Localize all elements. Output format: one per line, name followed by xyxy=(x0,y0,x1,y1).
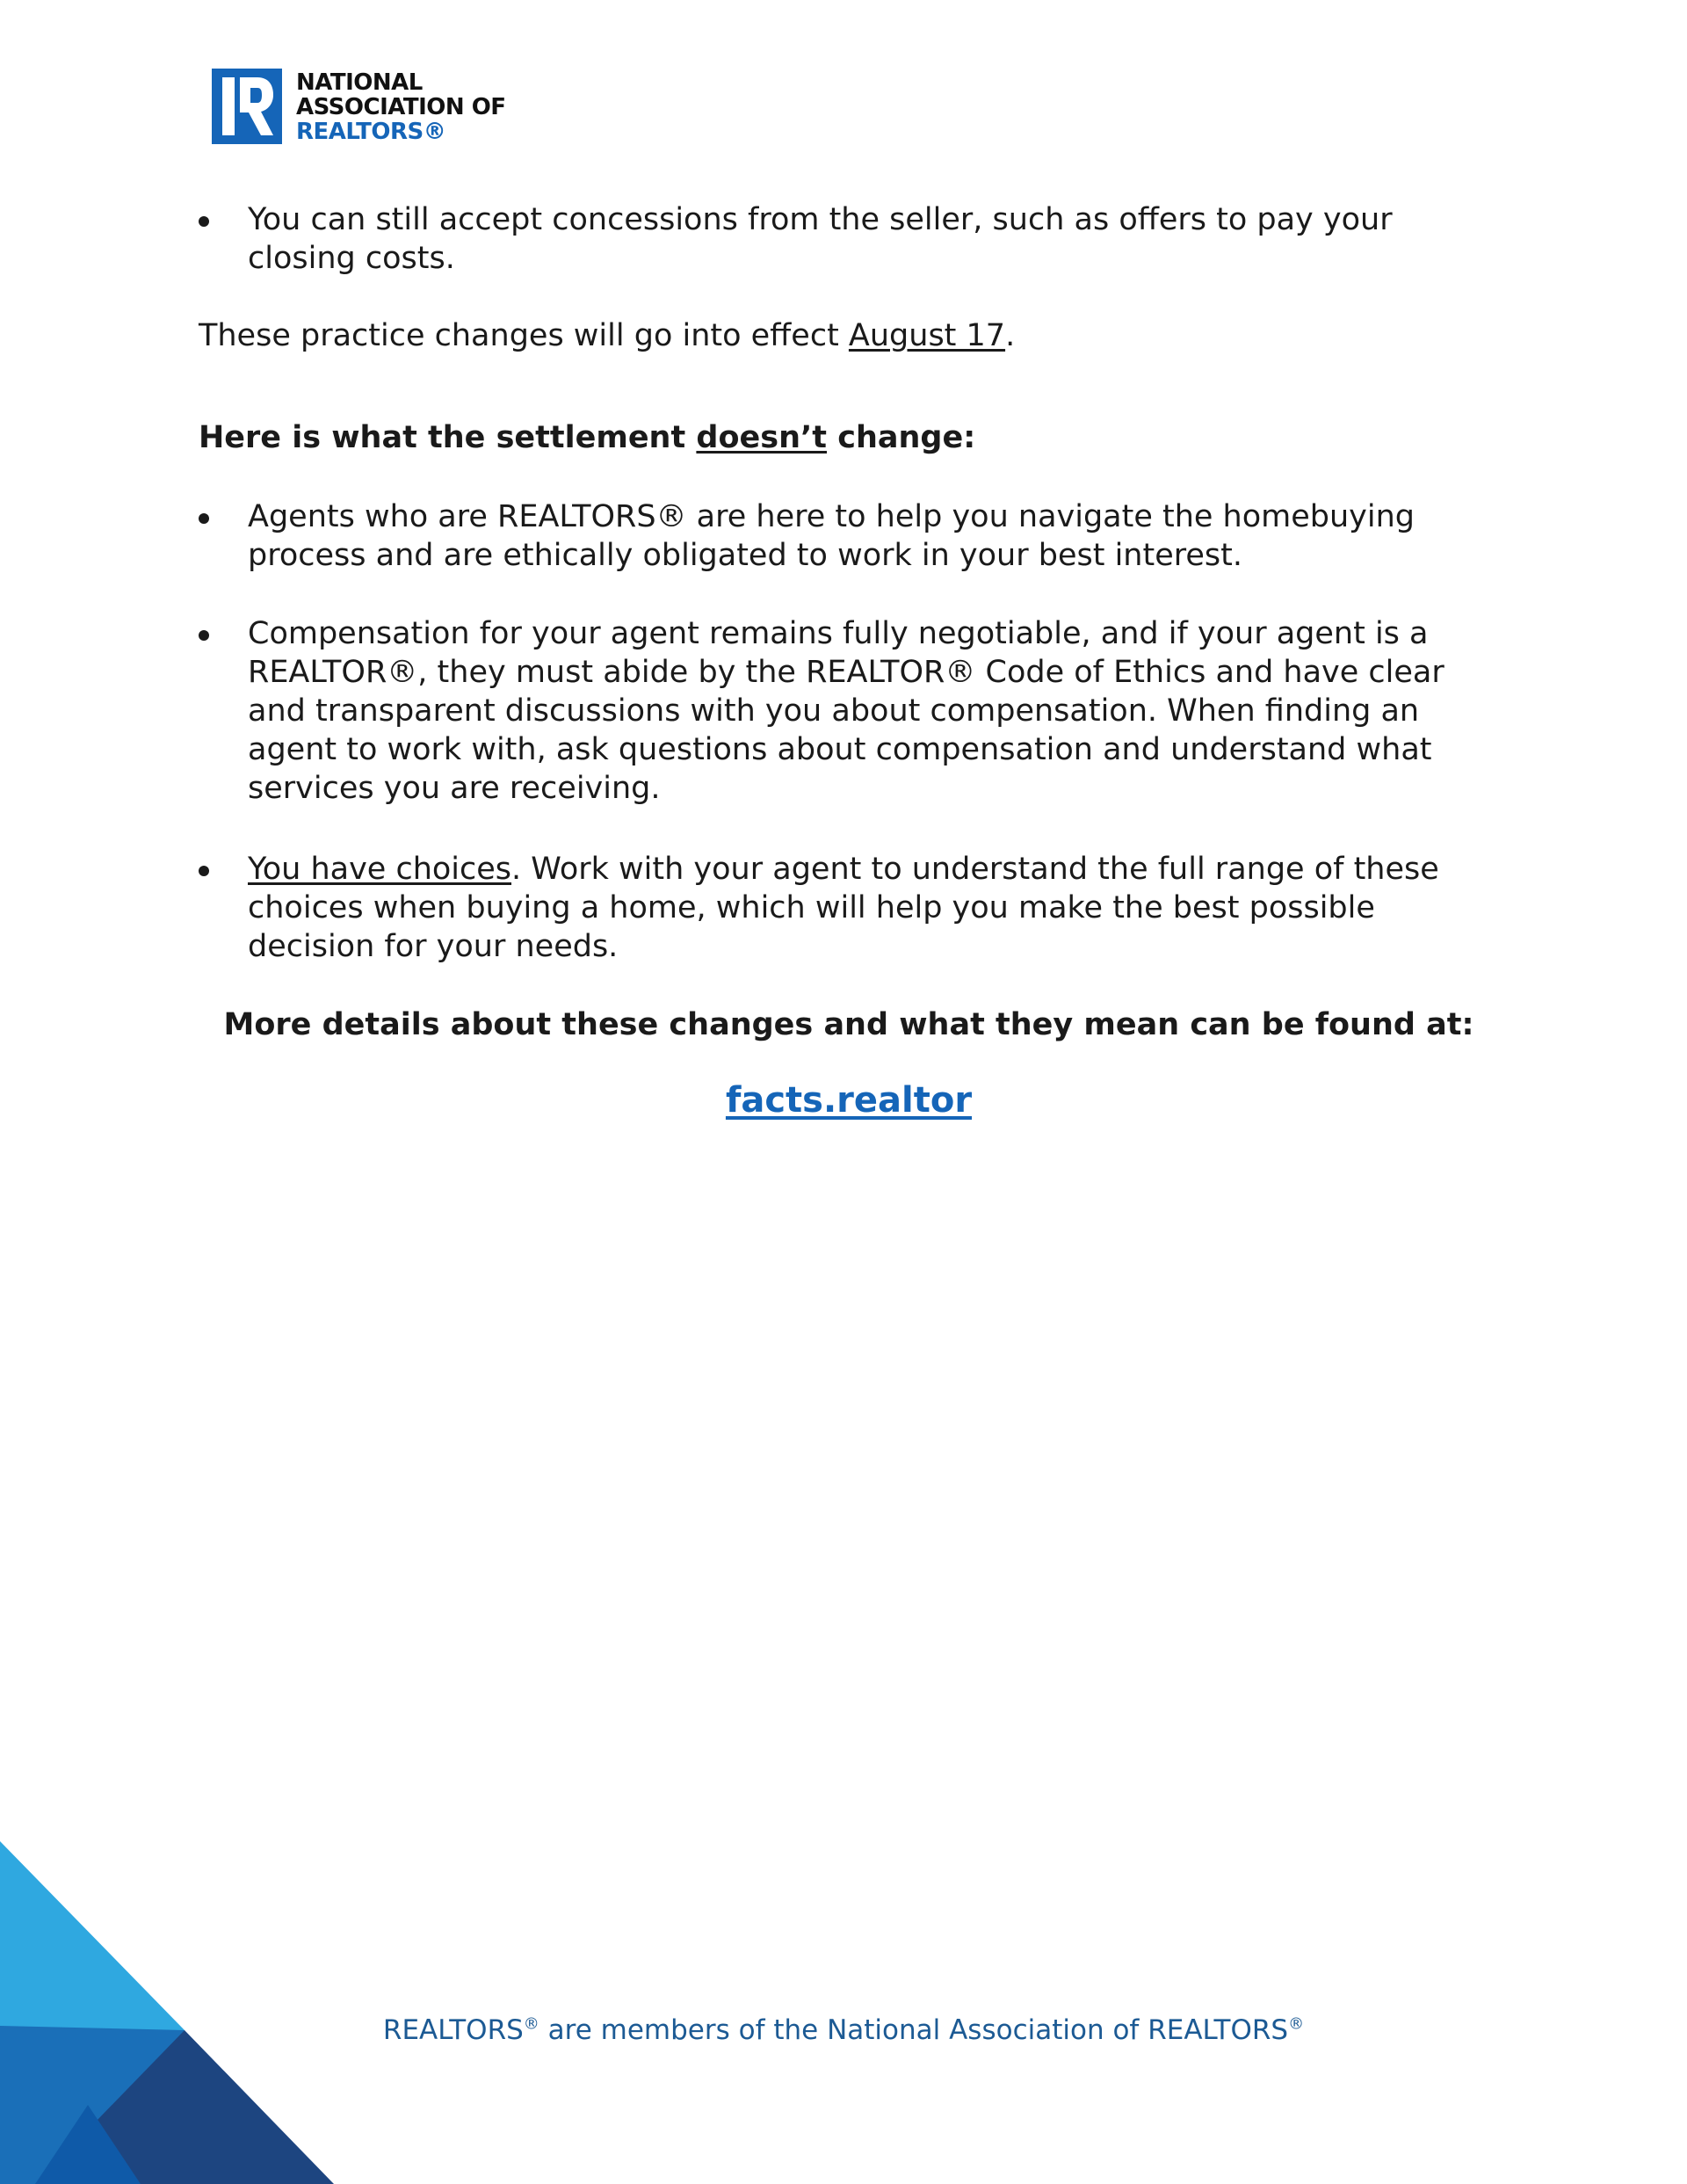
footer-sup-2: ® xyxy=(1288,2014,1305,2034)
list-item-text: You can still accept concessions from the seller, such as offers to pay your closing costs. xyxy=(248,202,1393,276)
list-item-choices xyxy=(199,850,1499,966)
effective-date: August 17 xyxy=(848,318,1006,353)
logo-wordmark xyxy=(296,70,506,144)
heading-prefix: Here is what the settlement xyxy=(199,420,697,455)
choices-text: . Work with your agent to understand the full range of these choices when buying a home, which will help you make the best possible decision for your needs. xyxy=(248,852,1439,964)
realtor-r-logo-icon xyxy=(212,69,282,144)
heading-suffix: change: xyxy=(827,420,976,455)
more-details-text: More details about these changes and what they mean can be found at: xyxy=(223,1007,1474,1042)
facts-realtor-link[interactable]: facts.realtor xyxy=(725,1080,973,1121)
logo-line-3: REALTORS® xyxy=(296,119,446,145)
list-item-concessions xyxy=(199,200,1499,278)
list-item-text xyxy=(248,850,1495,966)
footer-disclaimer xyxy=(0,2014,1687,2046)
footer-part-2: are members of the National Association of REALTORS xyxy=(539,2014,1289,2046)
list-item-text: Compensation for your agent remains fully negotiable, and if your agent is a REALTOR®, they must abide by the REALTOR® Code of Ethics and have clear and transparent discussions with you about compensation. When finding an agent to work with, ask questions about compensation and understand what services you are receiving. xyxy=(248,616,1444,806)
footer-sup-1: ® xyxy=(523,2014,539,2034)
footer-part-1: REALTORS xyxy=(382,2014,524,2046)
logo-line-1: NATIONAL xyxy=(296,69,423,96)
effective-date-paragraph xyxy=(199,316,1499,355)
section-heading xyxy=(199,418,1499,457)
nar-logo xyxy=(212,69,506,144)
facts-realtor-link-row xyxy=(199,1081,1499,1120)
list-item-text: Agents who are REALTORS® are here to help you navigate the homebuying process and are ethically obligated to work in your best interest. xyxy=(248,499,1415,573)
choices-link[interactable]: You have choices xyxy=(248,852,512,887)
effective-date-prefix: These practice changes will go into effect xyxy=(199,318,849,353)
list-item-ethics xyxy=(199,497,1499,575)
effective-date-suffix: . xyxy=(1005,318,1016,353)
footer-triangles-graphic xyxy=(0,1841,351,2184)
logo-line-2: ASSOCIATION OF xyxy=(296,94,506,120)
heading-emphasis: doesn’t xyxy=(696,420,828,455)
bullet-icon xyxy=(199,630,209,641)
bullet-icon xyxy=(199,866,209,876)
list-item-compensation xyxy=(199,614,1499,808)
bullet-icon xyxy=(199,216,209,227)
bullet-icon xyxy=(199,513,209,524)
